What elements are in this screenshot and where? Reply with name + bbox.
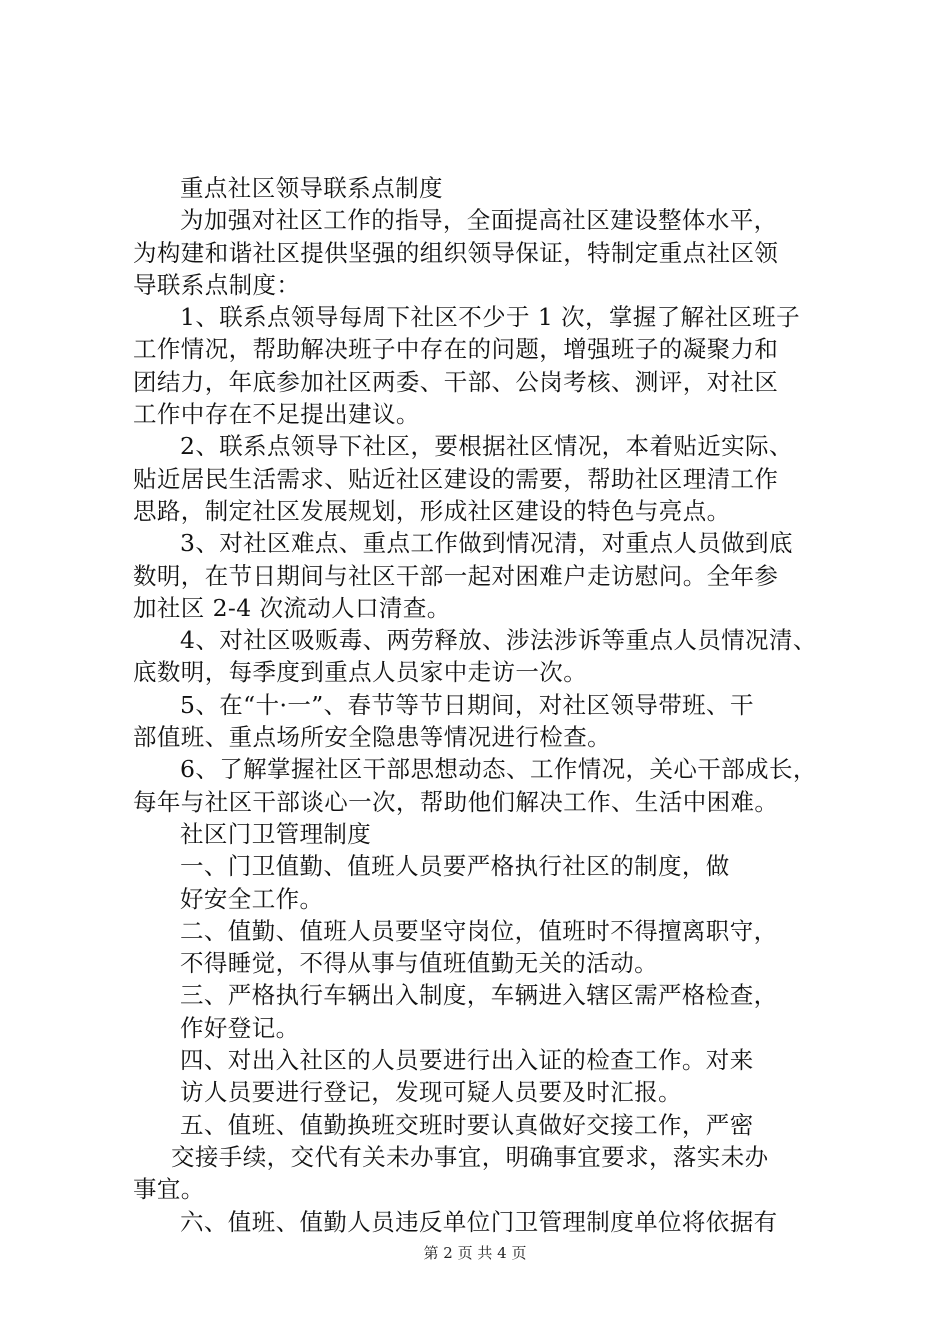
text-line: 工作情况，帮助解决班子中存在的问题，增强班子的凝聚力和 (133, 335, 779, 364)
text-line: 4、对社区吸贩毒、两劳释放、涉法涉诉等重点人员情况清、 (180, 626, 817, 655)
text-line: 二、值勤、值班人员要坚守岗位，值班时不得擅离职守， (180, 916, 778, 945)
text-line: 作好登记。 (180, 1013, 300, 1042)
text-line: 团结力，年底参加社区两委、干部、公岗考核、测评，对社区 (133, 367, 779, 396)
text-line: 事宜。 (133, 1175, 205, 1204)
document-body (133, 172, 838, 1238)
text-line: 不得睡觉，不得从事与值班值勤无关的活动。 (180, 949, 658, 978)
text-line: 3、对社区难点、重点工作做到情况清，对重点人员做到底 (180, 529, 793, 558)
text-line: 为构建和谐社区提供坚强的组织领导保证，特制定重点社区领 (133, 238, 779, 267)
text-line: 访人员要进行登记，发现可疑人员要及时汇报。 (180, 1078, 682, 1107)
text-line: 重点社区领导联系点制度 (180, 174, 443, 202)
text-line: 一、门卫值勤、值班人员要严格执行社区的制度，做 (180, 852, 730, 881)
text-line: 六、值班、值勤人员违反单位门卫管理制度单位将依据有 (180, 1207, 778, 1236)
text-line: 社区门卫管理制度 (180, 819, 372, 848)
text-line: 1、联系点领导每周下社区不少于 1 次，掌握了解社区班子 (180, 303, 801, 332)
text-line: 部值班、重点场所安全隐患等情况进行检查。 (133, 723, 611, 752)
text-line: 每年与社区干部谈心一次，帮助他们解决工作、生活中困难。 (133, 787, 779, 816)
text-line: 数明，在节日期间与社区干部一起对困难户走访慰问。全年参 (133, 561, 779, 590)
text-line: 加社区 2-4 次流动人口清查。 (133, 593, 451, 622)
text-line: 思路，制定社区发展规划，形成社区建设的特色与亮点。 (133, 496, 731, 525)
text-line: 交接手续，交代有关未办事宜，明确事宜要求，落实未办 (171, 1142, 769, 1171)
text-line: 贴近居民生活需求、贴近社区建设的需要，帮助社区理清工作 (133, 464, 779, 493)
text-line: 工作中存在不足提出建议。 (133, 400, 420, 429)
text-line: 好安全工作。 (180, 884, 324, 913)
page-footer: 第 2 页 共 4 页 (423, 1244, 527, 1262)
text-line: 底数明，每季度到重点人员家中走访一次。 (133, 658, 588, 687)
text-line: 5、在“十·一”、春节等节日期间，对社区领导带班、干 (180, 690, 754, 719)
text-line: 三、严格执行车辆出入制度，车辆进入辖区需严格检查， (180, 981, 778, 1010)
text-line: 四、对出入社区的人员要进行出入证的检查工作。对来 (180, 1046, 754, 1075)
text-line: 2、联系点领导下社区，要根据社区情况，本着贴近实际、 (180, 432, 793, 461)
text-line: 导联系点制度： (133, 270, 301, 299)
text-line: 为加强对社区工作的指导，全面提高社区建设整体水平， (180, 206, 778, 235)
text-line: 五、值班、值勤换班交班时要认真做好交接工作，严密 (180, 1110, 754, 1139)
text-line: 6、了解掌握社区干部思想动态、工作情况，关心干部成长， (180, 755, 817, 784)
